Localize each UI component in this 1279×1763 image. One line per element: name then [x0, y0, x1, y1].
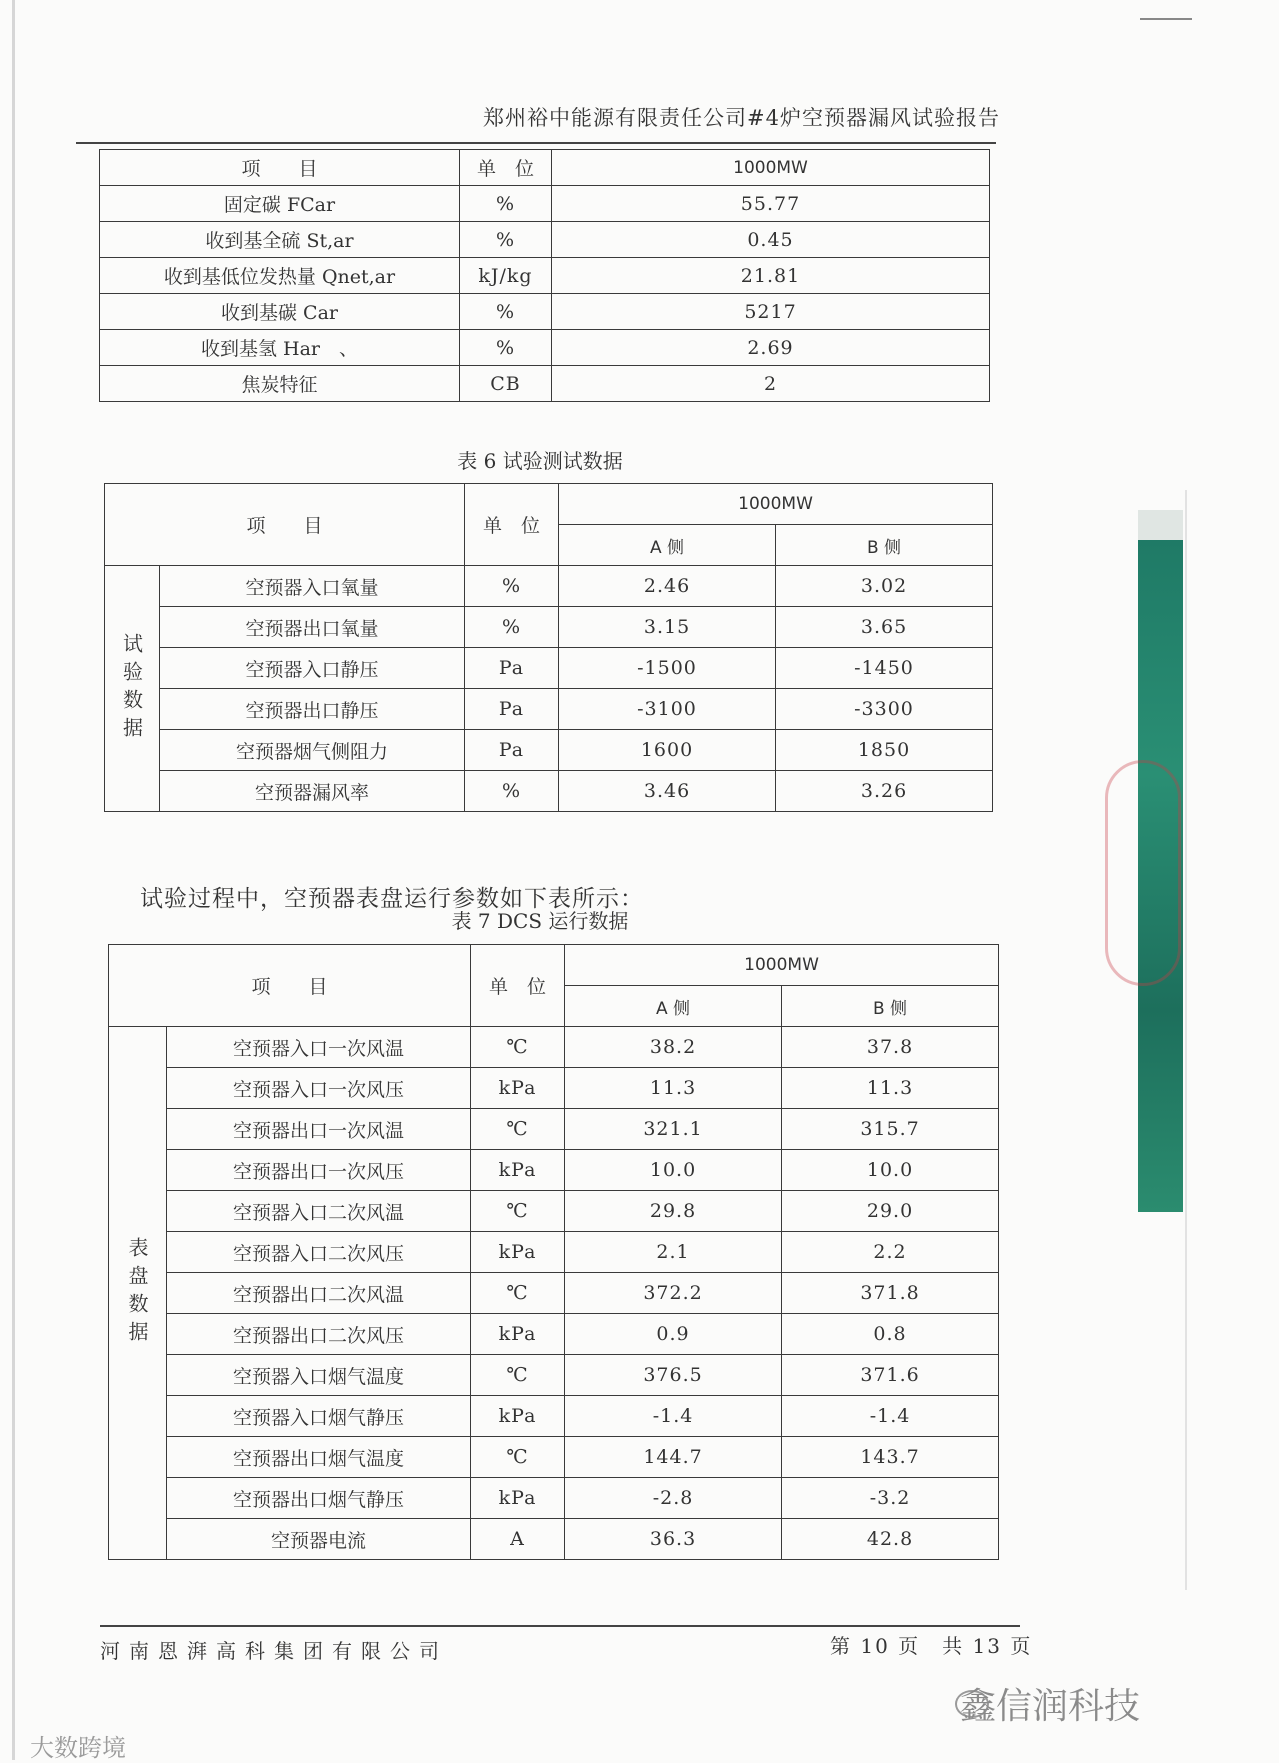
watermark-right: 鑫信润科技 [960, 1686, 1141, 1727]
table-row [100, 294, 990, 330]
row-side-b: 29.0 [782, 1191, 999, 1232]
header-unit: 单 位 [465, 484, 559, 566]
row-side-a: 3.15 [559, 607, 776, 648]
fold-line [1185, 490, 1187, 1590]
row-unit: A [471, 1519, 565, 1560]
table-row [105, 607, 993, 648]
row-unit: kPa [471, 1396, 565, 1437]
row-side-a: 1600 [559, 730, 776, 771]
row-value: 2.69 [552, 330, 990, 366]
row-side-a: 144.7 [565, 1437, 782, 1478]
table-row [100, 366, 990, 402]
row-side-a: 2.46 [559, 566, 776, 607]
row-item: 空预器入口一次风压 [167, 1068, 471, 1109]
header-item: 项 目 [105, 484, 465, 566]
row-item: 空预器出口静压 [160, 689, 465, 730]
corner-mark [1140, 18, 1192, 20]
footer-company: 河南恩湃高科集团有限公司 [100, 1639, 448, 1663]
row-item: 空预器漏风率 [160, 771, 465, 812]
row-side-b: 371.8 [782, 1273, 999, 1314]
row-item: 空预器入口二次风温 [167, 1191, 471, 1232]
row-unit: % [460, 222, 552, 258]
row-side-b: 3.65 [776, 607, 993, 648]
row-unit: kPa [471, 1314, 565, 1355]
row-unit: Pa [465, 648, 559, 689]
row-side-a: 376.5 [565, 1355, 782, 1396]
table6-caption: 表 6 试验测试数据 [457, 449, 623, 473]
row-value: 0.45 [552, 222, 990, 258]
coal-analysis-rows [100, 186, 990, 402]
row-item: 空预器出口烟气静压 [167, 1478, 471, 1519]
row-unit: kPa [471, 1068, 565, 1109]
table-row [105, 648, 993, 689]
header-load: 1000MW [559, 484, 993, 525]
row-side-a: 36.3 [565, 1519, 782, 1560]
row-item: 空预器出口氧量 [160, 607, 465, 648]
row-side-b: 0.8 [782, 1314, 999, 1355]
table-row [100, 258, 990, 294]
row-side-b: 3.02 [776, 566, 993, 607]
row-item: 固定碳 FCar [100, 186, 460, 222]
header-load: 1000MW [565, 945, 999, 986]
table-row [109, 1437, 999, 1478]
row-item: 空预器烟气侧阻力 [160, 730, 465, 771]
row-unit: kPa [471, 1232, 565, 1273]
row-unit: ℃ [471, 1355, 565, 1396]
footer-rule [100, 1625, 1020, 1627]
row-side-b: 2.2 [782, 1232, 999, 1273]
dcs-data-table [108, 944, 999, 1560]
row-side-b: 42.8 [782, 1519, 999, 1560]
table-row [109, 1519, 999, 1560]
row-side-a: 2.1 [565, 1232, 782, 1273]
header-item: 项 目 [109, 945, 471, 1027]
table-row [100, 222, 990, 258]
body-paragraph: 试验过程中，空预器表盘运行参数如下表所示： [140, 886, 644, 912]
row-unit: Pa [465, 730, 559, 771]
table-row [109, 1314, 999, 1355]
row-unit: ℃ [471, 1437, 565, 1478]
table-row [109, 1396, 999, 1437]
coal-analysis-table [99, 149, 990, 402]
row-side-a: -3100 [559, 689, 776, 730]
row-side-b: 143.7 [782, 1437, 999, 1478]
row-unit: % [465, 607, 559, 648]
row-side-a: 321.1 [565, 1109, 782, 1150]
table-row [109, 1273, 999, 1314]
dcs-data-rows [109, 1027, 999, 1560]
page-edge [12, 0, 15, 1760]
row-value: 55.77 [552, 186, 990, 222]
scan-strip-top [1138, 510, 1183, 540]
row-item: 空预器入口一次风温 [167, 1027, 471, 1068]
row-item: 空预器入口氧量 [160, 566, 465, 607]
row-unit: % [460, 330, 552, 366]
test-data-rows [105, 566, 993, 812]
row-side-a: 0.9 [565, 1314, 782, 1355]
table-row [109, 1478, 999, 1519]
seal-stamp [1105, 760, 1181, 986]
header-item: 项 目 [100, 150, 460, 186]
row-unit: % [460, 186, 552, 222]
row-unit: % [465, 566, 559, 607]
row-side-b: -1450 [776, 648, 993, 689]
row-item: 空预器入口静压 [160, 648, 465, 689]
row-side-a: 372.2 [565, 1273, 782, 1314]
row-value: 2 [552, 366, 990, 402]
row-unit: ℃ [471, 1027, 565, 1068]
table-row [109, 1355, 999, 1396]
header-load: 1000MW [552, 150, 990, 186]
row-side-b: 315.7 [782, 1109, 999, 1150]
watermark-left: 大数跨境 [30, 1734, 126, 1762]
table-header-row [109, 945, 999, 986]
test-data-table [104, 483, 993, 812]
row-unit: % [460, 294, 552, 330]
row-unit: kPa [471, 1478, 565, 1519]
row-side-a: 10.0 [565, 1150, 782, 1191]
group-label: 表盘数据 [109, 1027, 167, 1560]
table-header-row [105, 484, 993, 525]
row-unit: Pa [465, 689, 559, 730]
header-side-b: B 侧 [776, 525, 993, 566]
table-row [109, 1068, 999, 1109]
row-side-a: 11.3 [565, 1068, 782, 1109]
table-header-row [100, 150, 990, 186]
table-row [109, 1191, 999, 1232]
row-side-a: 29.8 [565, 1191, 782, 1232]
report-header-title: 郑州裕中能源有限责任公司#4炉空预器漏风试验报告 [483, 106, 1000, 130]
row-item: 空预器出口一次风温 [167, 1109, 471, 1150]
row-side-a: -1.4 [565, 1396, 782, 1437]
row-side-a: 3.46 [559, 771, 776, 812]
group-label: 试验数据 [105, 566, 160, 812]
footer-page-number: 第 10 页 共 13 页 [830, 1634, 1033, 1658]
row-side-b: -3.2 [782, 1478, 999, 1519]
row-side-b: 37.8 [782, 1027, 999, 1068]
row-item: 空预器电流 [167, 1519, 471, 1560]
header-side-a: A 侧 [559, 525, 776, 566]
table-row [105, 730, 993, 771]
row-item: 空预器出口二次风温 [167, 1273, 471, 1314]
row-side-b: 3.26 [776, 771, 993, 812]
row-unit: % [465, 771, 559, 812]
row-value: 5217 [552, 294, 990, 330]
table7-caption: 表 7 DCS 运行数据 [451, 909, 629, 933]
row-unit: CB [460, 366, 552, 402]
header-unit: 单 位 [460, 150, 552, 186]
row-unit: ℃ [471, 1191, 565, 1232]
row-side-b: -1.4 [782, 1396, 999, 1437]
table-row [105, 689, 993, 730]
row-item: 收到基碳 Car [100, 294, 460, 330]
table-row [109, 1150, 999, 1191]
row-unit: kJ/kg [460, 258, 552, 294]
row-item: 空预器出口二次风压 [167, 1314, 471, 1355]
row-side-b: 10.0 [782, 1150, 999, 1191]
row-side-b: 371.6 [782, 1355, 999, 1396]
header-unit: 单 位 [471, 945, 565, 1027]
row-item: 空预器入口二次风压 [167, 1232, 471, 1273]
row-item: 收到基氢 Har 、 [100, 330, 460, 366]
row-side-a: -2.8 [565, 1478, 782, 1519]
row-side-b: 11.3 [782, 1068, 999, 1109]
header-side-b: B 侧 [782, 986, 999, 1027]
header-side-a: A 侧 [565, 986, 782, 1027]
table-row [105, 566, 993, 607]
table-row [109, 1109, 999, 1150]
row-side-b: 1850 [776, 730, 993, 771]
row-item: 空预器入口烟气温度 [167, 1355, 471, 1396]
row-unit: ℃ [471, 1273, 565, 1314]
row-item: 收到基低位发热量 Qnet,ar [100, 258, 460, 294]
row-side-a: 38.2 [565, 1027, 782, 1068]
table-row [109, 1232, 999, 1273]
header-rule [76, 142, 996, 144]
row-item: 收到基全硫 St,ar [100, 222, 460, 258]
row-side-b: -3300 [776, 689, 993, 730]
row-item: 焦炭特征 [100, 366, 460, 402]
table-row [109, 1027, 999, 1068]
table-row [100, 186, 990, 222]
row-item: 空预器出口烟气温度 [167, 1437, 471, 1478]
table-row [100, 330, 990, 366]
row-value: 21.81 [552, 258, 990, 294]
row-unit: ℃ [471, 1109, 565, 1150]
row-unit: kPa [471, 1150, 565, 1191]
row-item: 空预器出口一次风压 [167, 1150, 471, 1191]
row-item: 空预器入口烟气静压 [167, 1396, 471, 1437]
row-side-a: -1500 [559, 648, 776, 689]
table-row [105, 771, 993, 812]
